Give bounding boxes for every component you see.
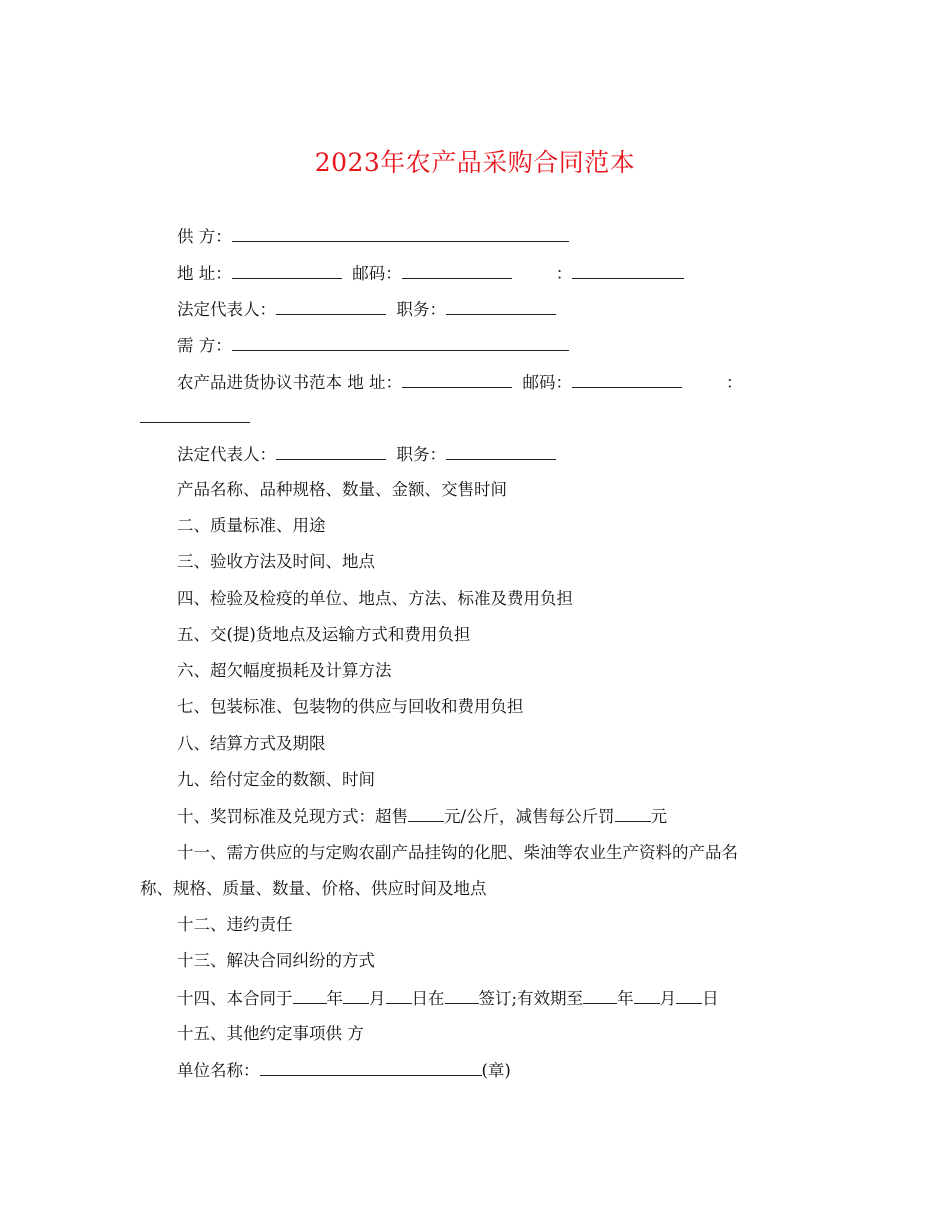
- clause-14-blank-exp-month: [634, 987, 660, 1004]
- buyer-address-line: [177, 371, 743, 394]
- supplier-title-blank: [446, 298, 556, 315]
- clause-11-line-2: 称、规格、质量、数量、价格、供应时间及地点: [140, 879, 487, 898]
- buyer-label: 需 方：: [177, 336, 232, 355]
- clause-14: [177, 987, 719, 1010]
- clause-14-blank-year: [293, 987, 327, 1004]
- clause-14-text-d: 日在: [411, 989, 445, 1008]
- seal-label: (章): [481, 1061, 511, 1080]
- clause-10: [177, 805, 667, 828]
- clause-14-text-b: 年: [326, 989, 343, 1008]
- clause-14-text-g: 月: [659, 989, 677, 1008]
- clause-14-text-h: 日: [702, 989, 719, 1008]
- clause-8: 八、结算方式及期限: [177, 734, 326, 753]
- clause-14-text-a: 十四、本合同于: [177, 989, 293, 1008]
- supplier-title-label: 职务：: [396, 300, 446, 319]
- supplier-address-line: [177, 262, 684, 285]
- buyer-extra-blank: [140, 406, 250, 423]
- clause-5: 五、交(提)货地点及运输方式和费用负担: [177, 625, 471, 644]
- buyer-extra-colon: ：: [726, 373, 743, 392]
- buyer-blank: [232, 334, 569, 351]
- clause-14-blank-exp-day: [676, 987, 702, 1004]
- buyer-address-label: 农产品进货协议书范本 地 址：: [177, 373, 402, 392]
- clause-14-blank-month: [343, 987, 369, 1004]
- clause-3: 三、验收方法及时间、地点: [177, 552, 375, 571]
- clause-14-text-e: 签订;有效期至: [478, 989, 584, 1008]
- supplier-extra-colon: ：: [555, 264, 573, 283]
- buyer-zip-blank: [572, 371, 682, 388]
- clause-15: 十五、其他约定事项供 方: [177, 1024, 364, 1043]
- clause-9: 九、给付定金的数额、时间: [177, 770, 375, 789]
- clause-2: 二、质量标准、用途: [177, 516, 326, 535]
- clause-14-blank-place: [445, 987, 479, 1004]
- supplier-rep-label: 法定代表人：: [177, 300, 276, 319]
- supplier-zip-blank: [402, 262, 512, 279]
- supplier-address-label: 地 址：: [177, 264, 232, 283]
- document-title: 2023年农产品采购合同范本: [314, 148, 636, 177]
- supplier-address-blank: [232, 262, 342, 279]
- clause-10-text-a: 十、奖罚标准及兑现方式：超售: [177, 807, 408, 826]
- buyer-rep-label: 法定代表人：: [177, 445, 276, 464]
- clause-7: 七、包装标准、包装物的供应与回收和费用负担: [177, 697, 524, 716]
- clause-13: 十三、解决合同纠纷的方式: [177, 951, 375, 970]
- clause-14-blank-exp-year: [583, 987, 617, 1004]
- buyer-representative-line: [177, 443, 556, 466]
- clause-12: 十二、违约责任: [177, 915, 293, 934]
- clause-1: 产品名称、品种规格、数量、金额、交售时间: [177, 480, 507, 499]
- clause-14-blank-day: [386, 987, 412, 1004]
- buyer-title-label: 职务：: [396, 445, 446, 464]
- clause-14-text-c: 月: [369, 989, 386, 1008]
- clause-10-blank-1: [408, 805, 444, 822]
- buyer-address-blank: [402, 371, 512, 388]
- supplier-rep-blank: [276, 298, 386, 315]
- clause-10-text-c: 元: [650, 807, 668, 826]
- unit-name-blank: [260, 1059, 482, 1076]
- unit-name-label: 单位名称：: [177, 1061, 260, 1080]
- clause-14-text-f: 年: [617, 989, 634, 1008]
- clause-4: 四、检验及检疫的单位、地点、方法、标准及费用负担: [177, 589, 573, 608]
- supplier-extra-blank: [572, 262, 684, 279]
- supplier-label: 供 方：: [177, 227, 232, 246]
- clause-11-line-1: 十一、需方供应的与定购农副产品挂钩的化肥、柴油等农业生产资料的产品名: [177, 843, 738, 862]
- buyer-line: [177, 334, 569, 357]
- clause-10-text-b: 元/公斤，减售每公斤罚: [444, 807, 615, 826]
- buyer-extra-blank-line: [140, 406, 250, 429]
- unit-name-line: [177, 1059, 511, 1082]
- supplier-blank: [232, 225, 569, 242]
- supplier-representative-line: [177, 298, 556, 321]
- supplier-line: [177, 225, 569, 248]
- buyer-title-blank: [446, 443, 556, 460]
- clause-10-blank-2: [615, 805, 651, 822]
- buyer-rep-blank: [276, 443, 386, 460]
- buyer-zip-label: 邮码：: [522, 373, 572, 392]
- supplier-zip-label: 邮码：: [352, 264, 402, 283]
- clause-6: 六、超欠幅度损耗及计算方法: [177, 661, 392, 680]
